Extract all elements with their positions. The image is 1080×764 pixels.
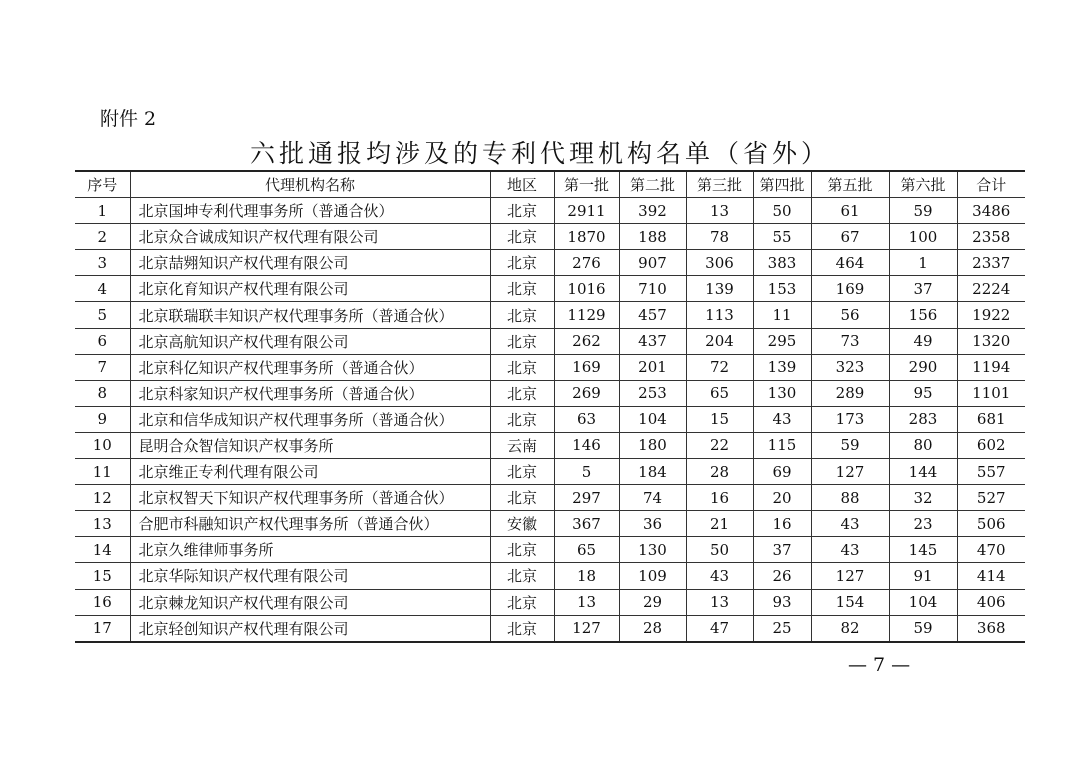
table-cell: 80	[889, 432, 957, 458]
table-row	[75, 589, 1025, 615]
column-header: 第四批	[753, 171, 811, 198]
column-header: 第二批	[619, 171, 686, 198]
table-cell: 8	[75, 380, 130, 406]
table-cell: 北京化育知识产权代理有限公司	[130, 276, 490, 302]
table-cell: 北京棘龙知识产权代理有限公司	[130, 589, 490, 615]
table-cell: 5	[554, 459, 619, 485]
table-cell: 北京众合诚成知识产权代理有限公司	[130, 224, 490, 250]
table-cell: 59	[889, 198, 957, 224]
table-cell: 414	[957, 563, 1025, 589]
table-cell: 88	[811, 485, 889, 511]
table-cell: 2224	[957, 276, 1025, 302]
table-cell: 65	[686, 380, 753, 406]
table-cell: 61	[811, 198, 889, 224]
column-header: 第一批	[554, 171, 619, 198]
table-cell: 4	[75, 276, 130, 302]
table-cell: 29	[619, 589, 686, 615]
table-cell: 28	[686, 459, 753, 485]
table-cell: 北京	[490, 459, 554, 485]
table-cell: 2911	[554, 198, 619, 224]
table-cell: 3486	[957, 198, 1025, 224]
table-cell: 北京国坤专利代理事务所（普通合伙）	[130, 198, 490, 224]
table-cell: 368	[957, 615, 1025, 642]
table-cell: 115	[753, 432, 811, 458]
table-cell: 北京	[490, 224, 554, 250]
table-cell: 63	[554, 406, 619, 432]
table-cell: 1129	[554, 302, 619, 328]
table-cell: 55	[753, 224, 811, 250]
table-cell: 32	[889, 485, 957, 511]
table-cell: 25	[753, 615, 811, 642]
table-cell: 16	[686, 485, 753, 511]
table-cell: 11	[75, 459, 130, 485]
table-cell: 130	[753, 380, 811, 406]
table-cell: 15	[686, 406, 753, 432]
column-header: 序号	[75, 171, 130, 198]
table-cell: 15	[75, 563, 130, 589]
table-row	[75, 354, 1025, 380]
table-cell: 北京	[490, 354, 554, 380]
table-cell: 464	[811, 250, 889, 276]
table-cell: 26	[753, 563, 811, 589]
table-cell: 北京	[490, 563, 554, 589]
table-row	[75, 328, 1025, 354]
table-cell: 北京	[490, 302, 554, 328]
page-number: — 7 —	[848, 654, 911, 676]
table-cell: 北京	[490, 380, 554, 406]
table-cell: 297	[554, 485, 619, 511]
table-cell: 37	[889, 276, 957, 302]
table-cell: 5	[75, 302, 130, 328]
table-cell: 323	[811, 354, 889, 380]
table-cell: 北京	[490, 198, 554, 224]
table-cell: 13	[554, 589, 619, 615]
table-cell: 3	[75, 250, 130, 276]
table-cell: 北京高航知识产权代理有限公司	[130, 328, 490, 354]
table-cell: 北京久维律师事务所	[130, 537, 490, 563]
table-cell: 269	[554, 380, 619, 406]
table-cell: 290	[889, 354, 957, 380]
table-cell: 9	[75, 406, 130, 432]
table-cell: 710	[619, 276, 686, 302]
table-cell: 154	[811, 589, 889, 615]
table-cell: 153	[753, 276, 811, 302]
table-body	[75, 198, 1025, 642]
table-cell: 北京	[490, 615, 554, 642]
table-cell: 1	[889, 250, 957, 276]
table-row	[75, 406, 1025, 432]
table-cell: 457	[619, 302, 686, 328]
table-cell: 113	[686, 302, 753, 328]
table-cell: 262	[554, 328, 619, 354]
table-cell: 130	[619, 537, 686, 563]
table-cell: 65	[554, 537, 619, 563]
table-cell: 23	[889, 511, 957, 537]
table-cell: 104	[619, 406, 686, 432]
table-cell: 437	[619, 328, 686, 354]
agency-table	[75, 170, 1025, 643]
table-cell: 146	[554, 432, 619, 458]
table-cell: 184	[619, 459, 686, 485]
table-row	[75, 432, 1025, 458]
table-cell: 36	[619, 511, 686, 537]
column-header: 第三批	[686, 171, 753, 198]
table-row	[75, 615, 1025, 642]
table-cell: 557	[957, 459, 1025, 485]
table-cell: 907	[619, 250, 686, 276]
table-cell: 127	[811, 459, 889, 485]
table-cell: 1194	[957, 354, 1025, 380]
table-cell: 1016	[554, 276, 619, 302]
table-cell: 95	[889, 380, 957, 406]
table-cell: 北京华际知识产权代理有限公司	[130, 563, 490, 589]
table-row	[75, 563, 1025, 589]
table-cell: 527	[957, 485, 1025, 511]
table-header-row	[75, 171, 1025, 198]
table-cell: 43	[811, 511, 889, 537]
column-header: 第六批	[889, 171, 957, 198]
table-cell: 43	[811, 537, 889, 563]
table-cell: 506	[957, 511, 1025, 537]
table-cell: 北京和信华成知识产权代理事务所（普通合伙）	[130, 406, 490, 432]
table-cell: 2358	[957, 224, 1025, 250]
table-cell: 1320	[957, 328, 1025, 354]
table-cell: 173	[811, 406, 889, 432]
table-cell: 93	[753, 589, 811, 615]
table-cell: 2337	[957, 250, 1025, 276]
table-cell: 169	[554, 354, 619, 380]
table-cell: 安徽	[490, 511, 554, 537]
column-header: 地区	[490, 171, 554, 198]
table-cell: 276	[554, 250, 619, 276]
column-header: 合计	[957, 171, 1025, 198]
table-cell: 北京科家知识产权代理事务所（普通合伙）	[130, 380, 490, 406]
table-cell: 1101	[957, 380, 1025, 406]
table-cell: 47	[686, 615, 753, 642]
table-cell: 云南	[490, 432, 554, 458]
table-cell: 22	[686, 432, 753, 458]
table-cell: 11	[753, 302, 811, 328]
table-cell: 17	[75, 615, 130, 642]
table-cell: 13	[686, 198, 753, 224]
table-cell: 43	[753, 406, 811, 432]
table-cell: 78	[686, 224, 753, 250]
table-cell: 59	[889, 615, 957, 642]
table-cell: 289	[811, 380, 889, 406]
table-cell: 72	[686, 354, 753, 380]
column-header: 第五批	[811, 171, 889, 198]
table-cell: 127	[554, 615, 619, 642]
table-cell: 16	[75, 589, 130, 615]
table-cell: 201	[619, 354, 686, 380]
table-cell: 北京维正专利代理有限公司	[130, 459, 490, 485]
table-cell: 北京	[490, 485, 554, 511]
table-cell: 北京	[490, 406, 554, 432]
table-cell: 北京联瑞联丰知识产权代理事务所（普通合伙）	[130, 302, 490, 328]
table-cell: 67	[811, 224, 889, 250]
table-cell: 91	[889, 563, 957, 589]
table-cell: 1870	[554, 224, 619, 250]
table-cell: 北京	[490, 589, 554, 615]
table-cell: 28	[619, 615, 686, 642]
table-row	[75, 485, 1025, 511]
table-cell: 139	[753, 354, 811, 380]
table-cell: 49	[889, 328, 957, 354]
table-cell: 37	[753, 537, 811, 563]
table-cell: 204	[686, 328, 753, 354]
table-cell: 169	[811, 276, 889, 302]
table-cell: 602	[957, 432, 1025, 458]
table-row	[75, 198, 1025, 224]
table-cell: 100	[889, 224, 957, 250]
table-cell: 7	[75, 354, 130, 380]
table-cell: 73	[811, 328, 889, 354]
attachment-label: 附件 2	[100, 108, 157, 130]
table-cell: 13	[75, 511, 130, 537]
table-cell: 283	[889, 406, 957, 432]
column-header: 代理机构名称	[130, 171, 490, 198]
document-title: 六批通报均涉及的专利代理机构名单（省外）	[249, 139, 830, 168]
table-cell: 合肥市科融知识产权代理事务所（普通合伙）	[130, 511, 490, 537]
table-row	[75, 302, 1025, 328]
table-cell: 北京	[490, 276, 554, 302]
table-cell: 北京科亿知识产权代理事务所（普通合伙）	[130, 354, 490, 380]
table-cell: 21	[686, 511, 753, 537]
table-cell: 50	[753, 198, 811, 224]
table-cell: 392	[619, 198, 686, 224]
table-cell: 16	[753, 511, 811, 537]
table-cell: 104	[889, 589, 957, 615]
table-cell: 306	[686, 250, 753, 276]
table-cell: 145	[889, 537, 957, 563]
table-cell: 43	[686, 563, 753, 589]
table-cell: 367	[554, 511, 619, 537]
table-cell: 昆明合众智信知识产权事务所	[130, 432, 490, 458]
table-cell: 406	[957, 589, 1025, 615]
table-cell: 188	[619, 224, 686, 250]
table-cell: 82	[811, 615, 889, 642]
table-cell: 383	[753, 250, 811, 276]
table-cell: 北京	[490, 537, 554, 563]
table-cell: 74	[619, 485, 686, 511]
table-cell: 470	[957, 537, 1025, 563]
table-cell: 156	[889, 302, 957, 328]
table-cell: 139	[686, 276, 753, 302]
table-cell: 6	[75, 328, 130, 354]
table-row	[75, 380, 1025, 406]
table-cell: 14	[75, 537, 130, 563]
table-row	[75, 537, 1025, 563]
table-cell: 北京	[490, 328, 554, 354]
table-cell: 109	[619, 563, 686, 589]
table-cell: 59	[811, 432, 889, 458]
table-cell: 北京	[490, 250, 554, 276]
table-cell: 180	[619, 432, 686, 458]
table-cell: 2	[75, 224, 130, 250]
table-cell: 1	[75, 198, 130, 224]
table-cell: 50	[686, 537, 753, 563]
table-row	[75, 224, 1025, 250]
table-row	[75, 459, 1025, 485]
table-cell: 10	[75, 432, 130, 458]
table-cell: 13	[686, 589, 753, 615]
table-cell: 253	[619, 380, 686, 406]
table-cell: 681	[957, 406, 1025, 432]
table-cell: 18	[554, 563, 619, 589]
table-cell: 1922	[957, 302, 1025, 328]
table-cell: 北京权智天下知识产权代理事务所（普通合伙）	[130, 485, 490, 511]
table-cell: 北京喆翙知识产权代理有限公司	[130, 250, 490, 276]
table-cell: 20	[753, 485, 811, 511]
table-row	[75, 250, 1025, 276]
table-row	[75, 511, 1025, 537]
table-cell: 295	[753, 328, 811, 354]
table-row	[75, 276, 1025, 302]
table-cell: 144	[889, 459, 957, 485]
table-cell: 56	[811, 302, 889, 328]
table-cell: 127	[811, 563, 889, 589]
table-cell: 69	[753, 459, 811, 485]
table-cell: 北京轻创知识产权代理有限公司	[130, 615, 490, 642]
table-cell: 12	[75, 485, 130, 511]
